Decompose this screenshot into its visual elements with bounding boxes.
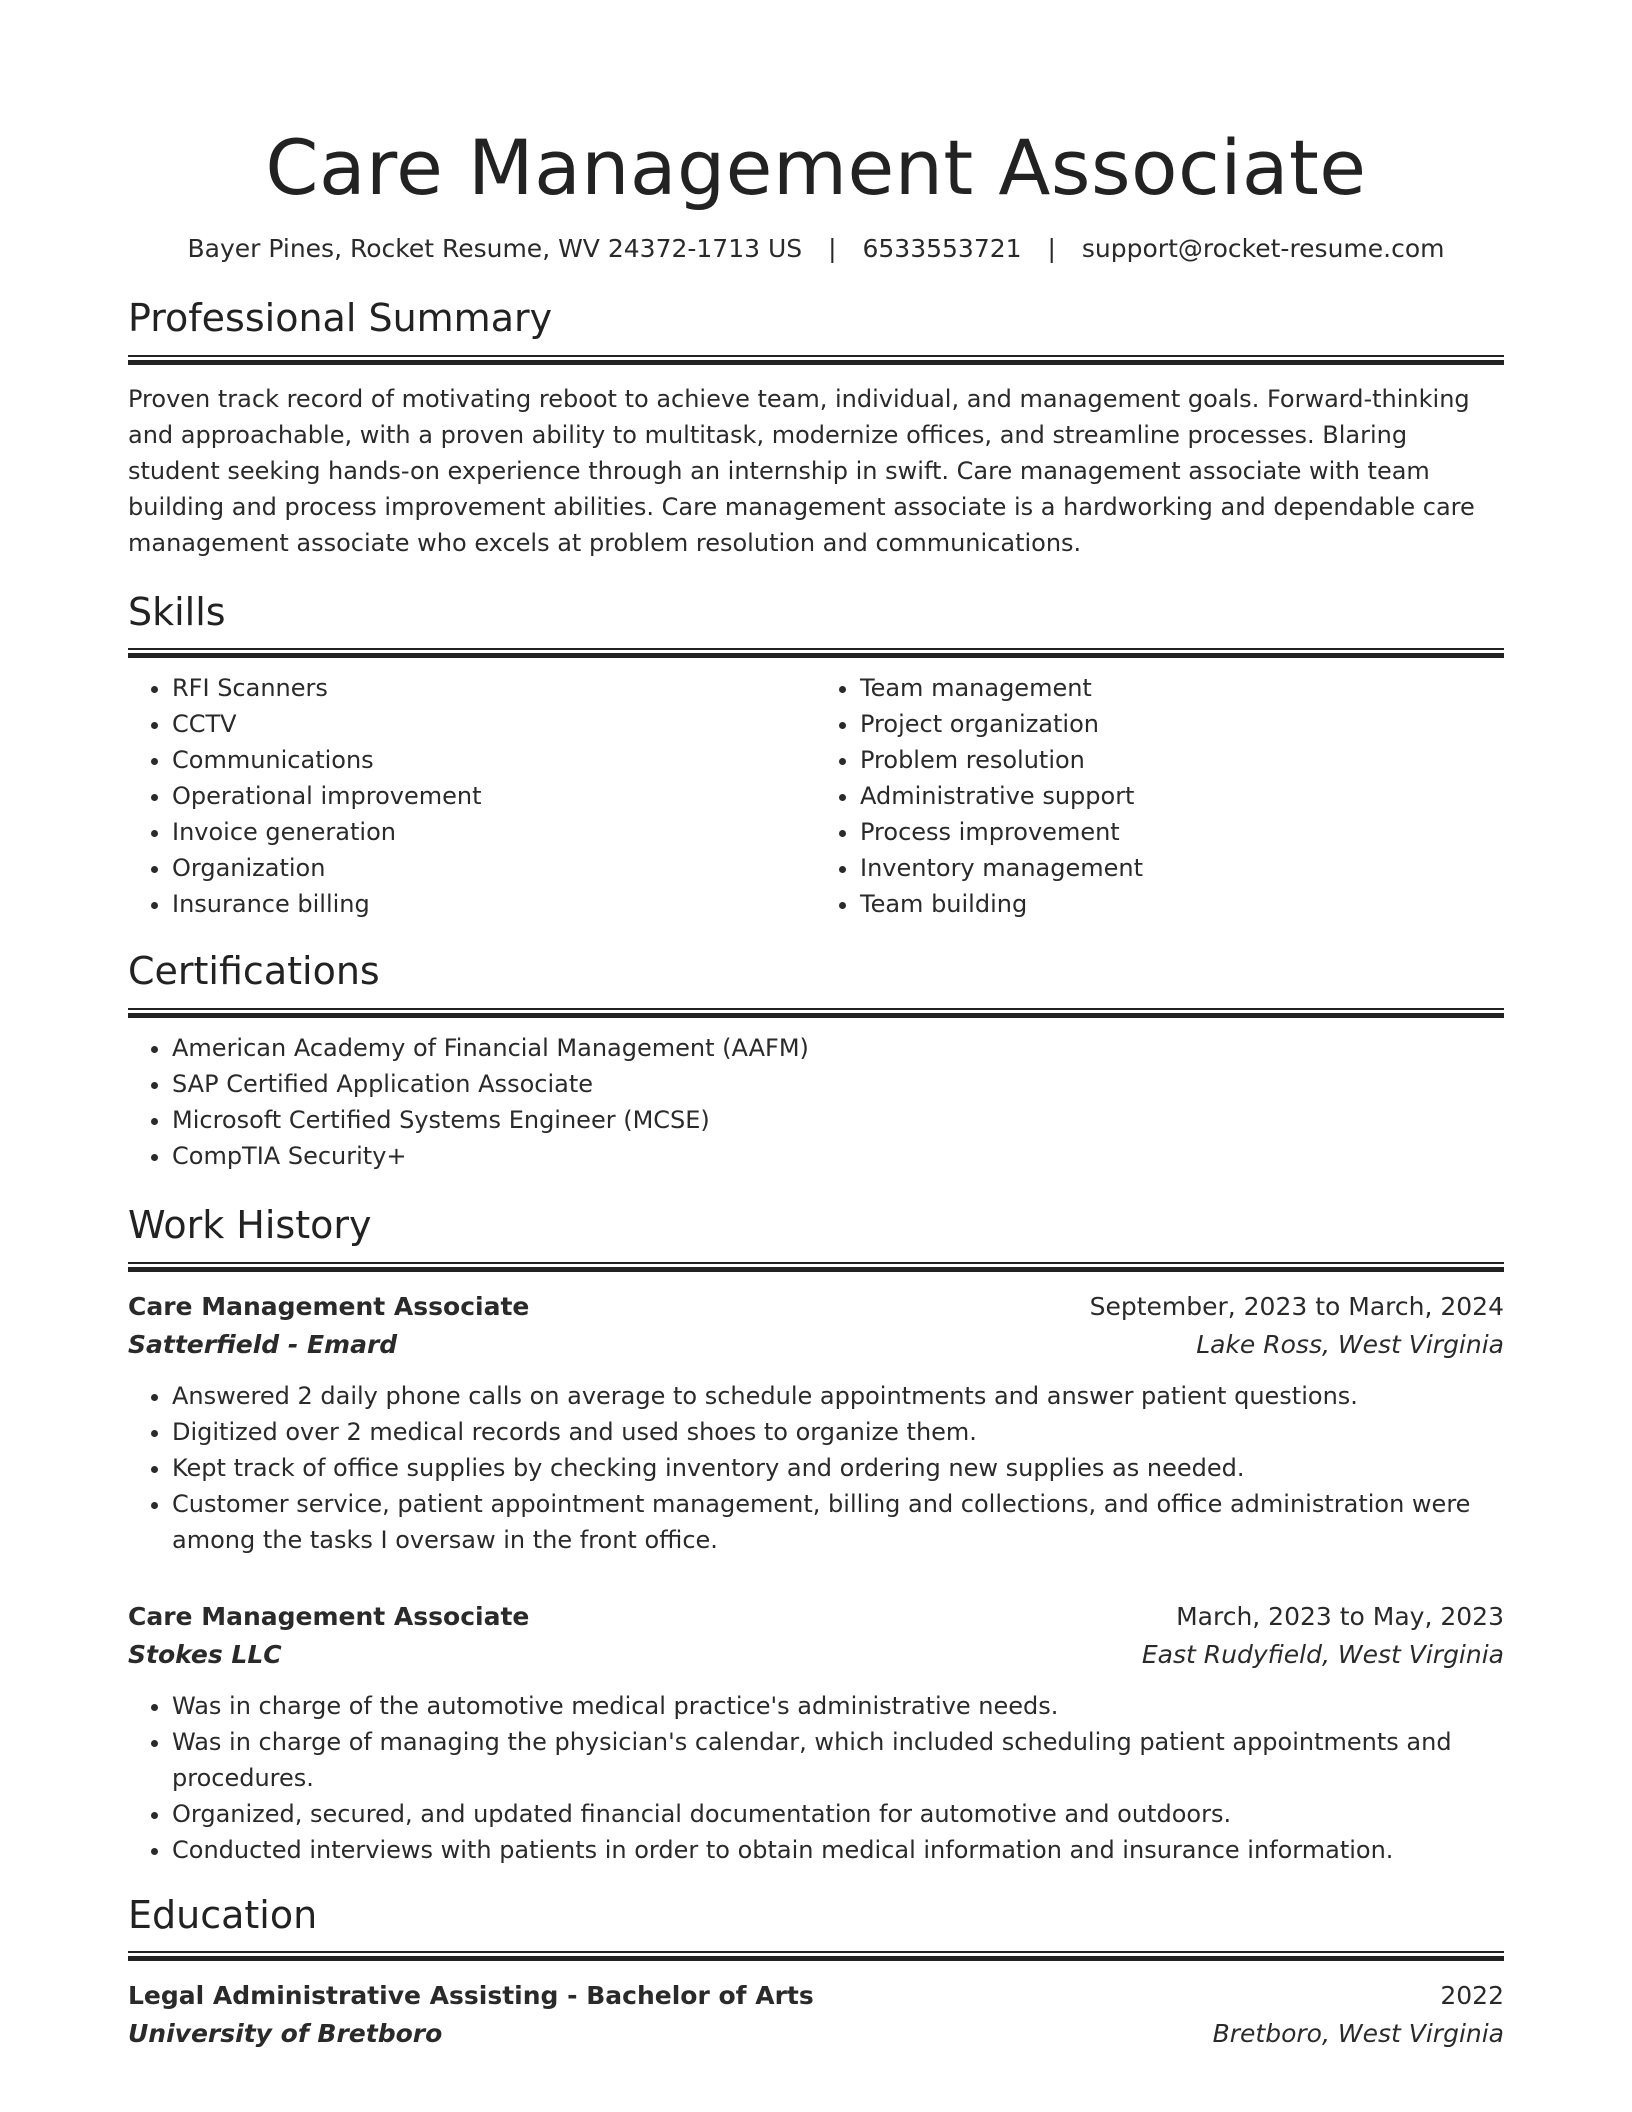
skill-item: • Communications [172,742,816,778]
education-header-row [128,1977,1504,2015]
contact-separator: | [828,234,837,263]
job-title: Care Management Associate [128,1601,530,1631]
summary-text: Proven track record of motivating reboot to achieve team, individual, and management goals. Forward-thinking and approachable, with a proven ability to multitask, modernize offices, and streamline processes. Blaring student seeking hands-on experience through an internship in swift. Care management associate with team building and process improvement abilities. Care management associate is a hardworking and dependable care management associate who excels at problem resolution and communications. [128,384,1475,557]
section-divider [128,1008,1504,1018]
skill-item: • CCTV [172,706,816,742]
skill-item: • Team building [860,886,1504,922]
education-school: University of Bretboro [128,2019,443,2049]
skill-item: • Inventory management [860,850,1504,886]
skills-column-right [816,670,1504,922]
certification-item: • American Academy of Financial Management (AAFM) [172,1030,1504,1066]
job-title: Care Management Associate [128,1291,530,1321]
certifications-section [128,950,1504,1174]
education-location: Bretboro, West Virginia [1212,2019,1504,2049]
contact-separator: | [1047,234,1056,263]
skill-item: • Project organization [860,706,1504,742]
education-school-row [128,2015,1504,2053]
work-history-heading: Work History [128,1203,372,1248]
job-bullets [128,1378,1504,1558]
skill-item: • Operational improvement [172,778,816,814]
job-bullet: • Organized, secured, and updated financial documentation for automotive and outdoors. [172,1796,1504,1832]
job-location: East Rudyfield, West Virginia [1141,1639,1504,1669]
education-heading: Education [128,1892,318,1937]
certification-item: • CompTIA Security+ [172,1138,1504,1174]
education-section [128,1894,1504,2054]
section-divider [128,648,1504,658]
certification-item: • Microsoft Certified Systems Engineer (MCSE) [172,1102,1504,1138]
job-bullet: • Digitized over 2 medical records and used shoes to organize them. [172,1414,1504,1450]
job-bullets [128,1688,1504,1868]
job-dates: March, 2023 to May, 2023 [1176,1601,1504,1631]
job-company-row [128,1636,1504,1674]
job-company: Satterfield - Emard [128,1329,398,1359]
job-bullet: • Answered 2 daily phone calls on average to schedule appointments and answer patient questions. [172,1378,1504,1414]
summary-heading: Professional Summary [128,296,553,340]
contact-line [128,234,1504,263]
skill-item: • Team management [860,670,1504,706]
skill-item: • Process improvement [860,814,1504,850]
skill-item: • Insurance billing [172,886,816,922]
skill-item: • Invoice generation [172,814,816,850]
work-history-section [128,1204,1504,1868]
contact-phone: 6533553721 [862,234,1022,263]
job-entry [128,1598,1504,1868]
section-divider [128,1262,1504,1272]
summary-section [128,297,1504,561]
skills-grid [128,670,1504,922]
job-entry [128,1288,1504,1558]
job-header-row [128,1598,1504,1636]
skill-item: • Organization [172,850,816,886]
job-bullet: • Was in charge of the automotive medical practice's administrative needs. [172,1688,1504,1724]
certifications-heading: Certifications [128,949,380,994]
job-company-row [128,1326,1504,1364]
education-degree: Legal Administrative Assisting - Bachelor of Arts [128,1981,814,2011]
skill-item: • Problem resolution [860,742,1504,778]
contact-address: Bayer Pines, Rocket Resume, WV 24372-1713 US [187,234,803,263]
education-entry [128,1977,1504,2053]
section-divider [128,1951,1504,1961]
skill-item: • Administrative support [860,778,1504,814]
job-header-row [128,1288,1504,1326]
job-dates: September, 2023 to March, 2024 [1089,1291,1504,1321]
section-divider [128,355,1504,365]
skills-section [128,591,1504,923]
certification-item: • SAP Certified Application Associate [172,1066,1504,1102]
certifications-list [128,1030,1504,1174]
skills-column-left [128,670,816,922]
skills-heading: Skills [128,589,226,634]
skill-item: • RFI Scanners [172,670,816,706]
job-bullet: • Was in charge of managing the physician's calendar, which included scheduling patient appointments and procedures. [172,1724,1504,1796]
education-year: 2022 [1440,1981,1504,2011]
job-bullet: • Kept track of office supplies by checking inventory and ordering new supplies as needed. [172,1450,1504,1486]
contact-email: support@rocket-resume.com [1081,234,1445,263]
job-bullet: • Customer service, patient appointment management, billing and collections, and office administration were among the tasks I oversaw in the front office. [172,1486,1504,1558]
job-company: Stokes LLC [128,1639,282,1669]
resume-title: Care Management Associate [265,123,1367,212]
job-bullet: • Conducted interviews with patients in order to obtain medical information and insurance information. [172,1832,1504,1868]
job-location: Lake Ross, West Virginia [1196,1329,1504,1359]
